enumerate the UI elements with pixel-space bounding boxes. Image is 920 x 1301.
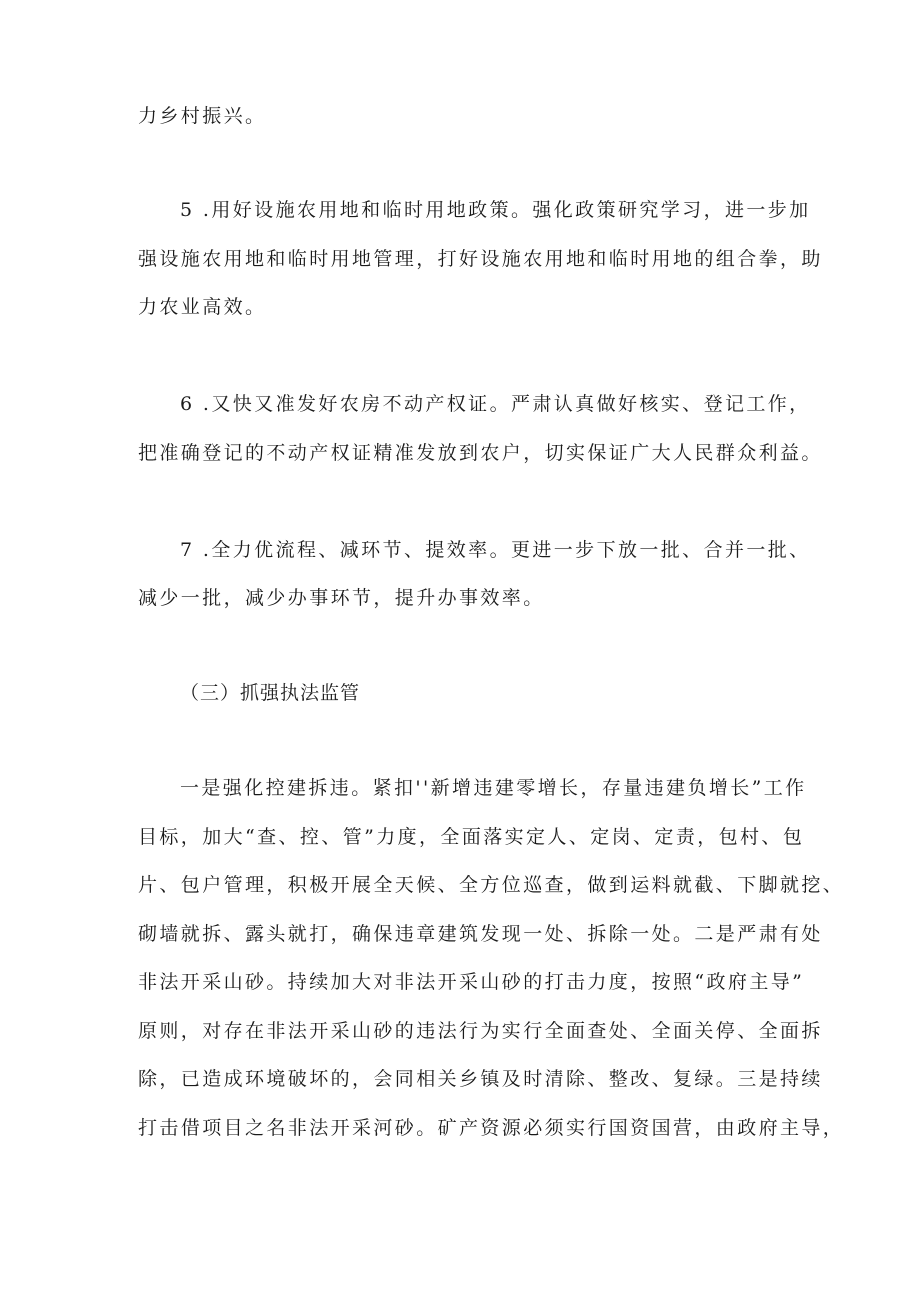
paragraph-line-1: 一是强化控建拆违。紧扣''新增违建零增长，存量违建负增长”工作 bbox=[180, 777, 807, 799]
item-5-line-3: 力农业高效。 bbox=[138, 296, 267, 318]
paragraph-4-end-line: 力乡村振兴。 bbox=[138, 105, 267, 127]
paragraph-line-4: 砌墙就拆、露头就打，确保违章建筑发现一处、拆除一处。二是严肃有处 bbox=[138, 923, 823, 945]
item-5-line-2: 强设施农用地和临时用地管理，打好设施农用地和临时用地的组合拳，助 bbox=[138, 248, 823, 270]
item-6-line-1: 6 .又快又准发好农房不动产权证。严肃认真做好核实、登记工作， bbox=[180, 393, 811, 415]
item-7-line-2: 减少一批，减少办事环节，提升办事效率。 bbox=[138, 587, 545, 609]
paragraph-line-8: 打击借项目之名非法开采河砂。矿产资源必须实行国资国营，由政府主导， bbox=[138, 1117, 845, 1139]
paragraph-line-6: 原则，对存在非法开采山砂的违法行为实行全面查处、全面关停、全面拆 bbox=[138, 1020, 823, 1042]
paragraph-line-5: 非法开采山砂。持续加大对非法开采山砂的打击力度，按照“政府主导” bbox=[138, 971, 805, 993]
paragraph-line-7: 除，已造成环境破坏的，会同相关乡镇及时清除、整改、复绿。三是持续 bbox=[138, 1068, 823, 1090]
item-5-line-1: 5 .用好设施农用地和临时用地政策。强化政策研究学习，进一步加 bbox=[180, 199, 811, 221]
paragraph-line-2: 目标，加大“查、控、管”力度，全面落实定人、定岗、定责，包村、包 bbox=[138, 826, 805, 848]
item-6-line-2: 把准确登记的不动产权证精准发放到农户，切实保证广大人民群众利益。 bbox=[138, 442, 823, 464]
paragraph-line-3: 片、包户管理，积极开展全天候、全方位巡查，做到运料就截、下脚就挖、 bbox=[138, 874, 845, 896]
section-heading: （三）抓强执法监管 bbox=[180, 682, 361, 704]
item-7-line-1: 7 .全力优流程、减环节、提效率。更进一步下放一批、合并一批、 bbox=[180, 539, 811, 561]
